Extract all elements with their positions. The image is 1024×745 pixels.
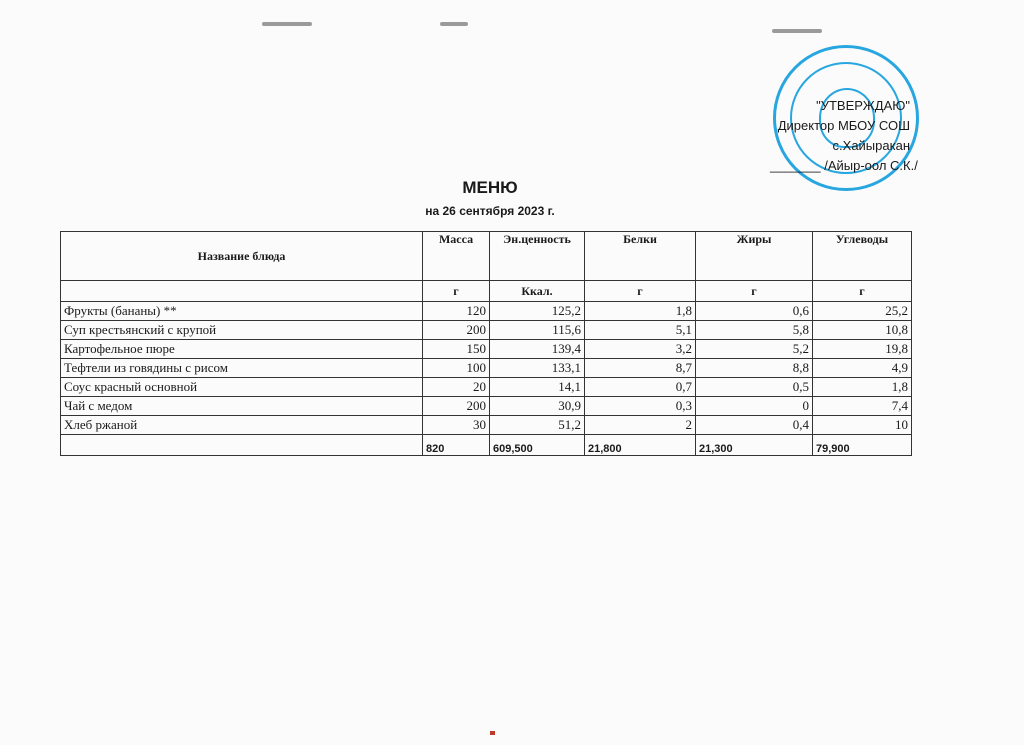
page-title: МЕНЮ xyxy=(462,178,518,197)
dish-name: Тефтели из говядины с рисом xyxy=(61,359,423,378)
dish-protein: 2 xyxy=(585,416,696,435)
col-header-carbs: Углеводы xyxy=(813,232,912,281)
table-units-row xyxy=(61,281,912,302)
dish-protein: 8,7 xyxy=(585,359,696,378)
table-row xyxy=(61,359,912,378)
dish-protein: 0,7 xyxy=(585,378,696,397)
col-header-mass: Масса xyxy=(423,232,490,281)
dish-fat: 0 xyxy=(696,397,813,416)
col-header-name: Название блюда xyxy=(61,232,423,281)
dish-protein: 5,1 xyxy=(585,321,696,340)
col-header-energy: Эн.ценность xyxy=(490,232,585,281)
page-subtitle: на 26 сентября 2023 г. xyxy=(425,204,555,218)
scan-smudge xyxy=(262,22,312,26)
dish-name: Суп крестьянский с крупой xyxy=(61,321,423,340)
table-row xyxy=(61,397,912,416)
table-header-row xyxy=(61,232,912,281)
total-protein: 21,800 xyxy=(585,435,696,456)
dish-fat: 0,6 xyxy=(696,302,813,321)
total-fat: 21,300 xyxy=(696,435,813,456)
dish-carbs: 1,8 xyxy=(813,378,912,397)
table-row xyxy=(61,340,912,359)
dish-mass: 200 xyxy=(423,397,490,416)
dish-mass: 30 xyxy=(423,416,490,435)
menu-table xyxy=(60,231,912,456)
dish-energy: 14,1 xyxy=(490,378,585,397)
dish-fat: 5,8 xyxy=(696,321,813,340)
table-row xyxy=(61,321,912,340)
dish-carbs: 10,8 xyxy=(813,321,912,340)
dish-carbs: 7,4 xyxy=(813,397,912,416)
approval-line-1: "УТВЕРЖДАЮ" xyxy=(816,98,910,113)
unit-energy: Ккал. xyxy=(490,281,585,302)
dish-energy: 133,1 xyxy=(490,359,585,378)
dish-name: Фрукты (бананы) ** xyxy=(61,302,423,321)
dish-name: Картофельное пюре xyxy=(61,340,423,359)
approval-line-4: _______ /Айыр-оол С.К./ xyxy=(770,158,918,173)
unit-carbs: г xyxy=(813,281,912,302)
total-energy: 609,500 xyxy=(490,435,585,456)
unit-name xyxy=(61,281,423,302)
dish-carbs: 4,9 xyxy=(813,359,912,378)
dish-energy: 51,2 xyxy=(490,416,585,435)
dish-mass: 150 xyxy=(423,340,490,359)
table-row xyxy=(61,416,912,435)
approval-line-2: Директор МБОУ СОШ xyxy=(777,118,910,133)
dish-mass: 100 xyxy=(423,359,490,378)
dish-name: Чай с медом xyxy=(61,397,423,416)
unit-mass: г xyxy=(423,281,490,302)
dish-energy: 115,6 xyxy=(490,321,585,340)
dish-energy: 125,2 xyxy=(490,302,585,321)
dish-mass: 20 xyxy=(423,378,490,397)
dish-name: Хлеб ржаной xyxy=(61,416,423,435)
total-mass: 820 xyxy=(423,435,490,456)
dish-protein: 0,3 xyxy=(585,397,696,416)
total-carbs: 79,900 xyxy=(813,435,912,456)
approval-block xyxy=(770,96,918,176)
dish-energy: 30,9 xyxy=(490,397,585,416)
dish-mass: 120 xyxy=(423,302,490,321)
dish-name: Соус красный основной xyxy=(61,378,423,397)
scan-smudge xyxy=(772,29,822,33)
unit-fat: г xyxy=(696,281,813,302)
dish-carbs: 19,8 xyxy=(813,340,912,359)
col-header-fat: Жиры xyxy=(696,232,813,281)
approval-line-3: с.Хайыракан xyxy=(832,138,910,153)
dish-energy: 139,4 xyxy=(490,340,585,359)
dish-fat: 5,2 xyxy=(696,340,813,359)
totals-label-cell xyxy=(61,435,423,456)
col-header-protein: Белки xyxy=(585,232,696,281)
dish-fat: 8,8 xyxy=(696,359,813,378)
dish-protein: 3,2 xyxy=(585,340,696,359)
table-row xyxy=(61,378,912,397)
table-row xyxy=(61,302,912,321)
scan-smudge xyxy=(440,22,468,26)
dish-mass: 200 xyxy=(423,321,490,340)
scan-mark xyxy=(490,731,495,735)
dish-fat: 0,4 xyxy=(696,416,813,435)
totals-row xyxy=(61,435,912,456)
dish-fat: 0,5 xyxy=(696,378,813,397)
unit-protein: г xyxy=(585,281,696,302)
dish-carbs: 10 xyxy=(813,416,912,435)
dish-carbs: 25,2 xyxy=(813,302,912,321)
dish-protein: 1,8 xyxy=(585,302,696,321)
